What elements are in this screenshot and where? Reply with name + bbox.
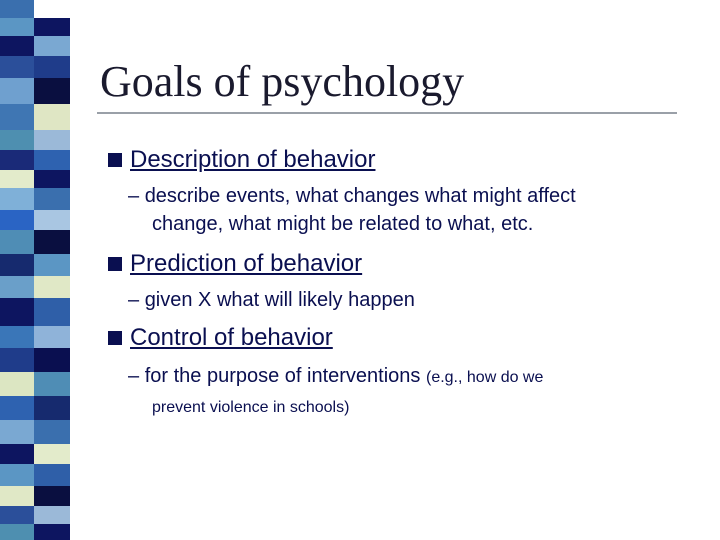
slide-title: Goals of psychology: [100, 57, 465, 106]
stripe: [0, 486, 70, 506]
stripe: [0, 276, 70, 298]
dash: –: [128, 289, 140, 311]
sub-text-line: change, what might be related to what, etc.: [152, 213, 534, 235]
bullet-square-icon: [108, 331, 122, 345]
dash: –: [128, 365, 140, 387]
stripe: [0, 78, 70, 104]
stripe: [0, 104, 70, 130]
sub-text-small: prevent violence in schools): [152, 399, 350, 416]
sub-text-small: (e.g., how do we: [425, 369, 544, 386]
stripe: [0, 254, 70, 276]
sub-text-line: for the purpose of interventions: [144, 365, 421, 387]
decorative-stripe-bar: [0, 0, 70, 540]
stripe: [0, 396, 70, 420]
bullet-item-description: Description of behavior: [130, 146, 376, 173]
bullet-item-prediction: Prediction of behavior: [130, 250, 363, 277]
dash: –: [128, 185, 140, 207]
sub-text-line: describe events, what changes what might affect: [144, 185, 576, 207]
sub-bullet-control: [128, 362, 543, 422]
stripe: [0, 170, 70, 188]
sub-text-line: given X what will likely happen: [144, 289, 415, 311]
stripe: [0, 420, 70, 444]
bullet-square-icon: [108, 153, 122, 167]
stripe: [0, 56, 70, 78]
stripe: [0, 298, 70, 326]
title-underline: [97, 112, 677, 114]
stripe: [0, 18, 70, 36]
stripe: [0, 150, 70, 170]
stripe: [0, 0, 70, 18]
stripe: [0, 524, 70, 540]
stripe: [0, 36, 70, 56]
sub-bullet-description: [128, 182, 576, 238]
stripe: [0, 326, 70, 348]
stripe: [0, 444, 70, 464]
bullet-square-icon: [108, 257, 122, 271]
stripe: [0, 464, 70, 486]
stripe: [0, 130, 70, 150]
stripe: [0, 230, 70, 254]
stripe: [0, 348, 70, 372]
stripe: [0, 372, 70, 396]
stripe: [0, 188, 70, 210]
bullet-item-control: Control of behavior: [130, 324, 333, 351]
stripe: [0, 210, 70, 230]
stripe: [0, 506, 70, 524]
sub-bullet-prediction: [128, 286, 415, 314]
